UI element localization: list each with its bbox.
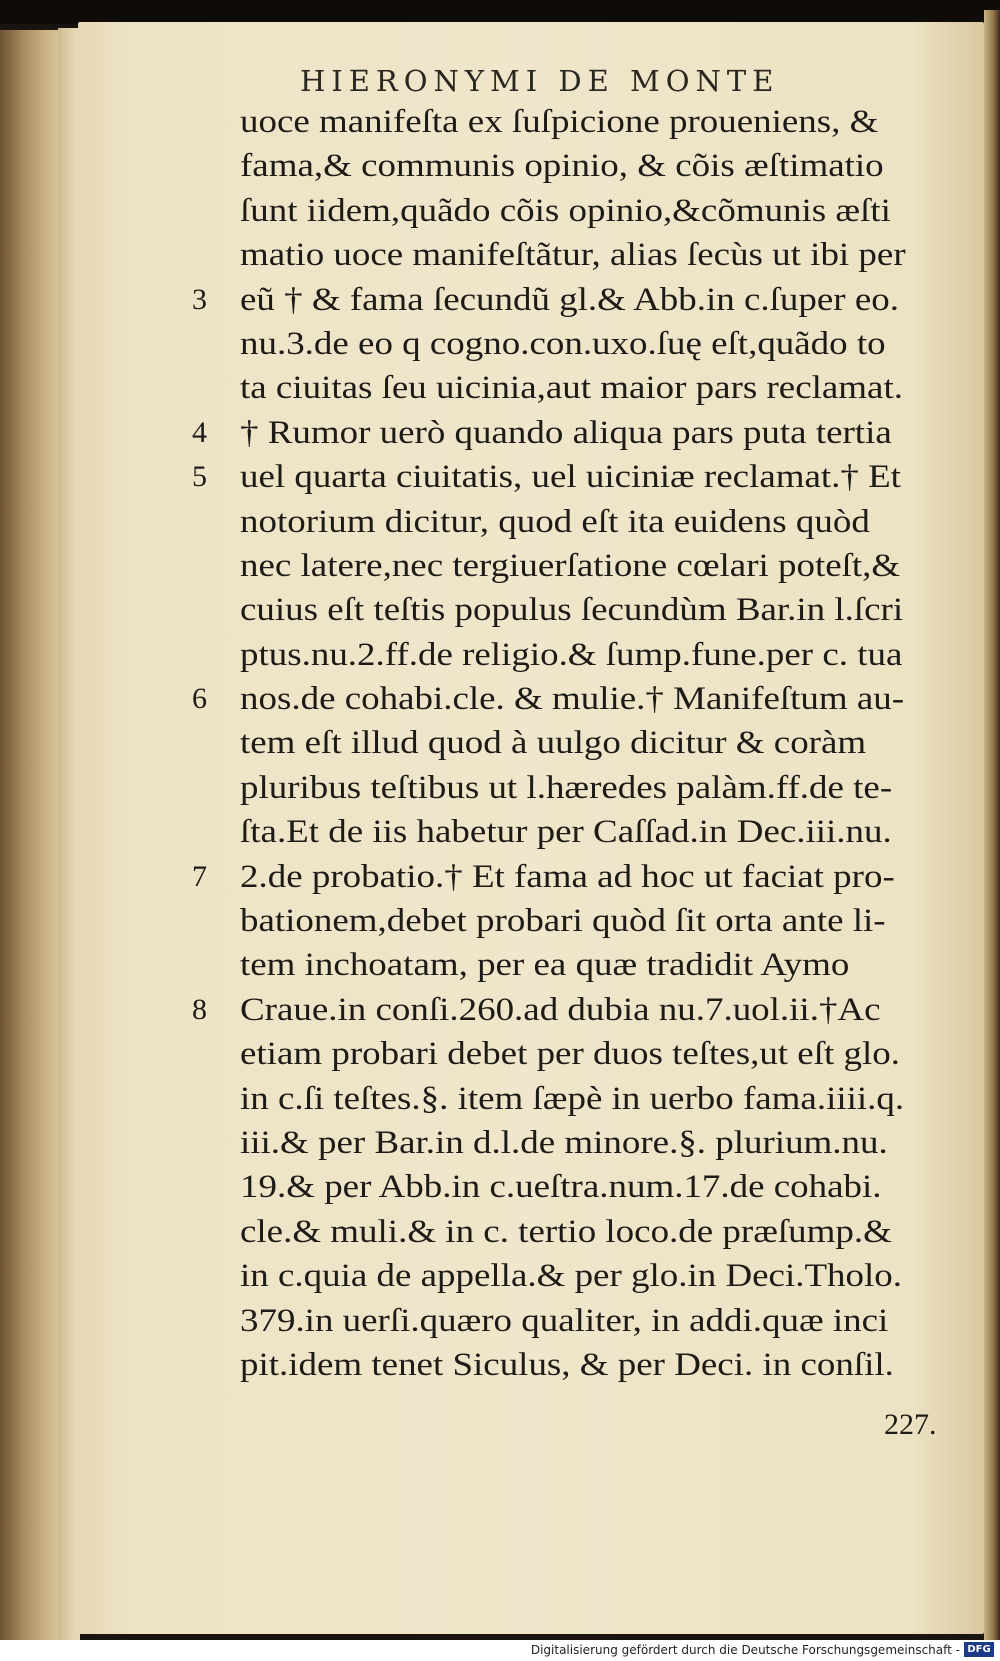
line-text: matio uoce manifeſtãtur, alias ſecùs ut ibi per — [240, 237, 906, 274]
line-text: ſunt iidem,quãdo cõis opinio,&cõmunis æſti — [240, 192, 891, 229]
running-head: HIERONYMI DE MONTE — [300, 64, 780, 98]
page-edge — [984, 10, 1000, 1640]
line-text: ta ciuitas ſeu uicinia,aut maior pars reclamat. — [240, 370, 903, 407]
text-line — [240, 1121, 960, 1165]
line-text: 2.de probatio.† Et fama ad hoc ut faciat pro- — [240, 858, 895, 895]
text-line — [240, 810, 960, 854]
line-text: 19.& per Abb.in c.ueſtra.num.17.de cohabi. — [240, 1169, 882, 1206]
line-text: notorium dicitur, quod eſt ita euidens quòd — [240, 503, 870, 540]
margin-note-number: 4 — [192, 415, 207, 449]
text-line — [240, 1254, 960, 1298]
margin-note-number: 3 — [192, 282, 207, 316]
line-text: nec latere,nec tergiuerſatione cœlari poteſt,& — [240, 547, 901, 584]
text-line — [240, 1343, 960, 1387]
line-text: fama,& communis opinio, & cõis æſtimatio — [240, 148, 884, 185]
line-text: † Rumor uerò quando aliqua pars puta tertia — [240, 414, 892, 451]
text-line — [240, 100, 960, 144]
text-line — [192, 988, 960, 1032]
text-line — [240, 189, 960, 233]
margin-note-number: 6 — [192, 682, 207, 716]
line-text: nos.de cohabi.cle. & mulie.† Manifeſtum au- — [240, 681, 905, 718]
line-text: tem inchoatam, per ea quæ tradidit Aymo — [240, 947, 850, 984]
top-shadow — [0, 0, 1000, 24]
line-text: pluribus teſtibus ut l.hæredes palàm.ff.de te- — [240, 769, 893, 806]
text-line — [192, 677, 960, 721]
book-spine — [0, 30, 60, 1640]
line-text: tem eſt illud quod à uulgo dicitur & coràm — [240, 725, 867, 762]
digitization-credit: Digitalisierung gefördert durch die Deutsche Forschungsgemeinschaft - — [530, 1643, 960, 1657]
text-line — [240, 544, 960, 588]
page-gutter — [58, 28, 80, 1640]
line-text: in c.quia de appella.& per glo.in Deci.Tholo. — [240, 1258, 903, 1295]
text-line — [240, 144, 960, 188]
text-line — [240, 633, 960, 677]
text-line — [192, 278, 960, 322]
line-text: bationem,debet probari quòd ſit orta ante li- — [240, 903, 886, 940]
text-line — [240, 1165, 960, 1209]
line-text: 379.in uerſi.quæro qualiter, in addi.quæ inci — [240, 1302, 889, 1339]
catchword: 227. — [884, 1408, 937, 1441]
text-block — [192, 100, 960, 1387]
margin-note-number: 5 — [192, 460, 207, 494]
line-text: ptus.nu.2.ff.de religio.& ſump.fune.per c. tua — [240, 636, 903, 673]
text-line — [240, 500, 960, 544]
margin-note-number: 8 — [192, 992, 207, 1026]
text-line — [192, 855, 960, 899]
line-text: etiam probari debet per duos teſtes,ut eſt glo. — [240, 1036, 900, 1073]
text-line — [240, 766, 960, 810]
line-text: eũ † & fama ſecundũ gl.& Abb.in c.ſuper eo. — [240, 281, 899, 318]
text-line — [240, 588, 960, 632]
line-text: cle.& muli.& in c. tertio loco.de præſump.& — [240, 1213, 892, 1250]
margin-note-number: 7 — [192, 859, 207, 893]
line-text: uel quarta ciuitatis, uel uiciniæ reclamat.† Et — [240, 459, 901, 496]
line-text: iii.& per Bar.in d.l.de minore.§. plurium.nu. — [240, 1124, 888, 1161]
text-line — [240, 1210, 960, 1254]
text-line — [240, 1077, 960, 1121]
line-text: nu.3.de eo q cogno.con.uxo.ſuę eſt,quãdo to — [240, 325, 886, 362]
text-line — [192, 455, 960, 499]
line-text: Craue.in conſi.260.ad dubia nu.7.uol.ii.†Ac — [240, 991, 881, 1028]
line-text: pit.idem tenet Siculus, & per Deci. in conſil. — [240, 1346, 894, 1383]
text-line — [240, 721, 960, 765]
text-line — [240, 366, 960, 410]
text-line — [240, 899, 960, 943]
text-line — [240, 233, 960, 277]
text-line — [240, 1032, 960, 1076]
text-line — [240, 1299, 960, 1343]
line-text: ſta.Et de iis habetur per Caſſad.in Dec.iii.nu. — [240, 814, 892, 851]
line-text: uoce manifeſta ex ſuſpicione proueniens, & — [240, 104, 879, 140]
text-line — [240, 943, 960, 987]
line-text: in c.ſi teſtes.§. item ſæpè in uerbo fama.iiii.q. — [240, 1080, 905, 1117]
text-line — [240, 322, 960, 366]
text-line — [192, 411, 960, 455]
dfg-logo: DFG — [964, 1642, 994, 1657]
line-text: cuius eſt teſtis populus ſecundùm Bar.in l.ſcri — [240, 592, 904, 629]
